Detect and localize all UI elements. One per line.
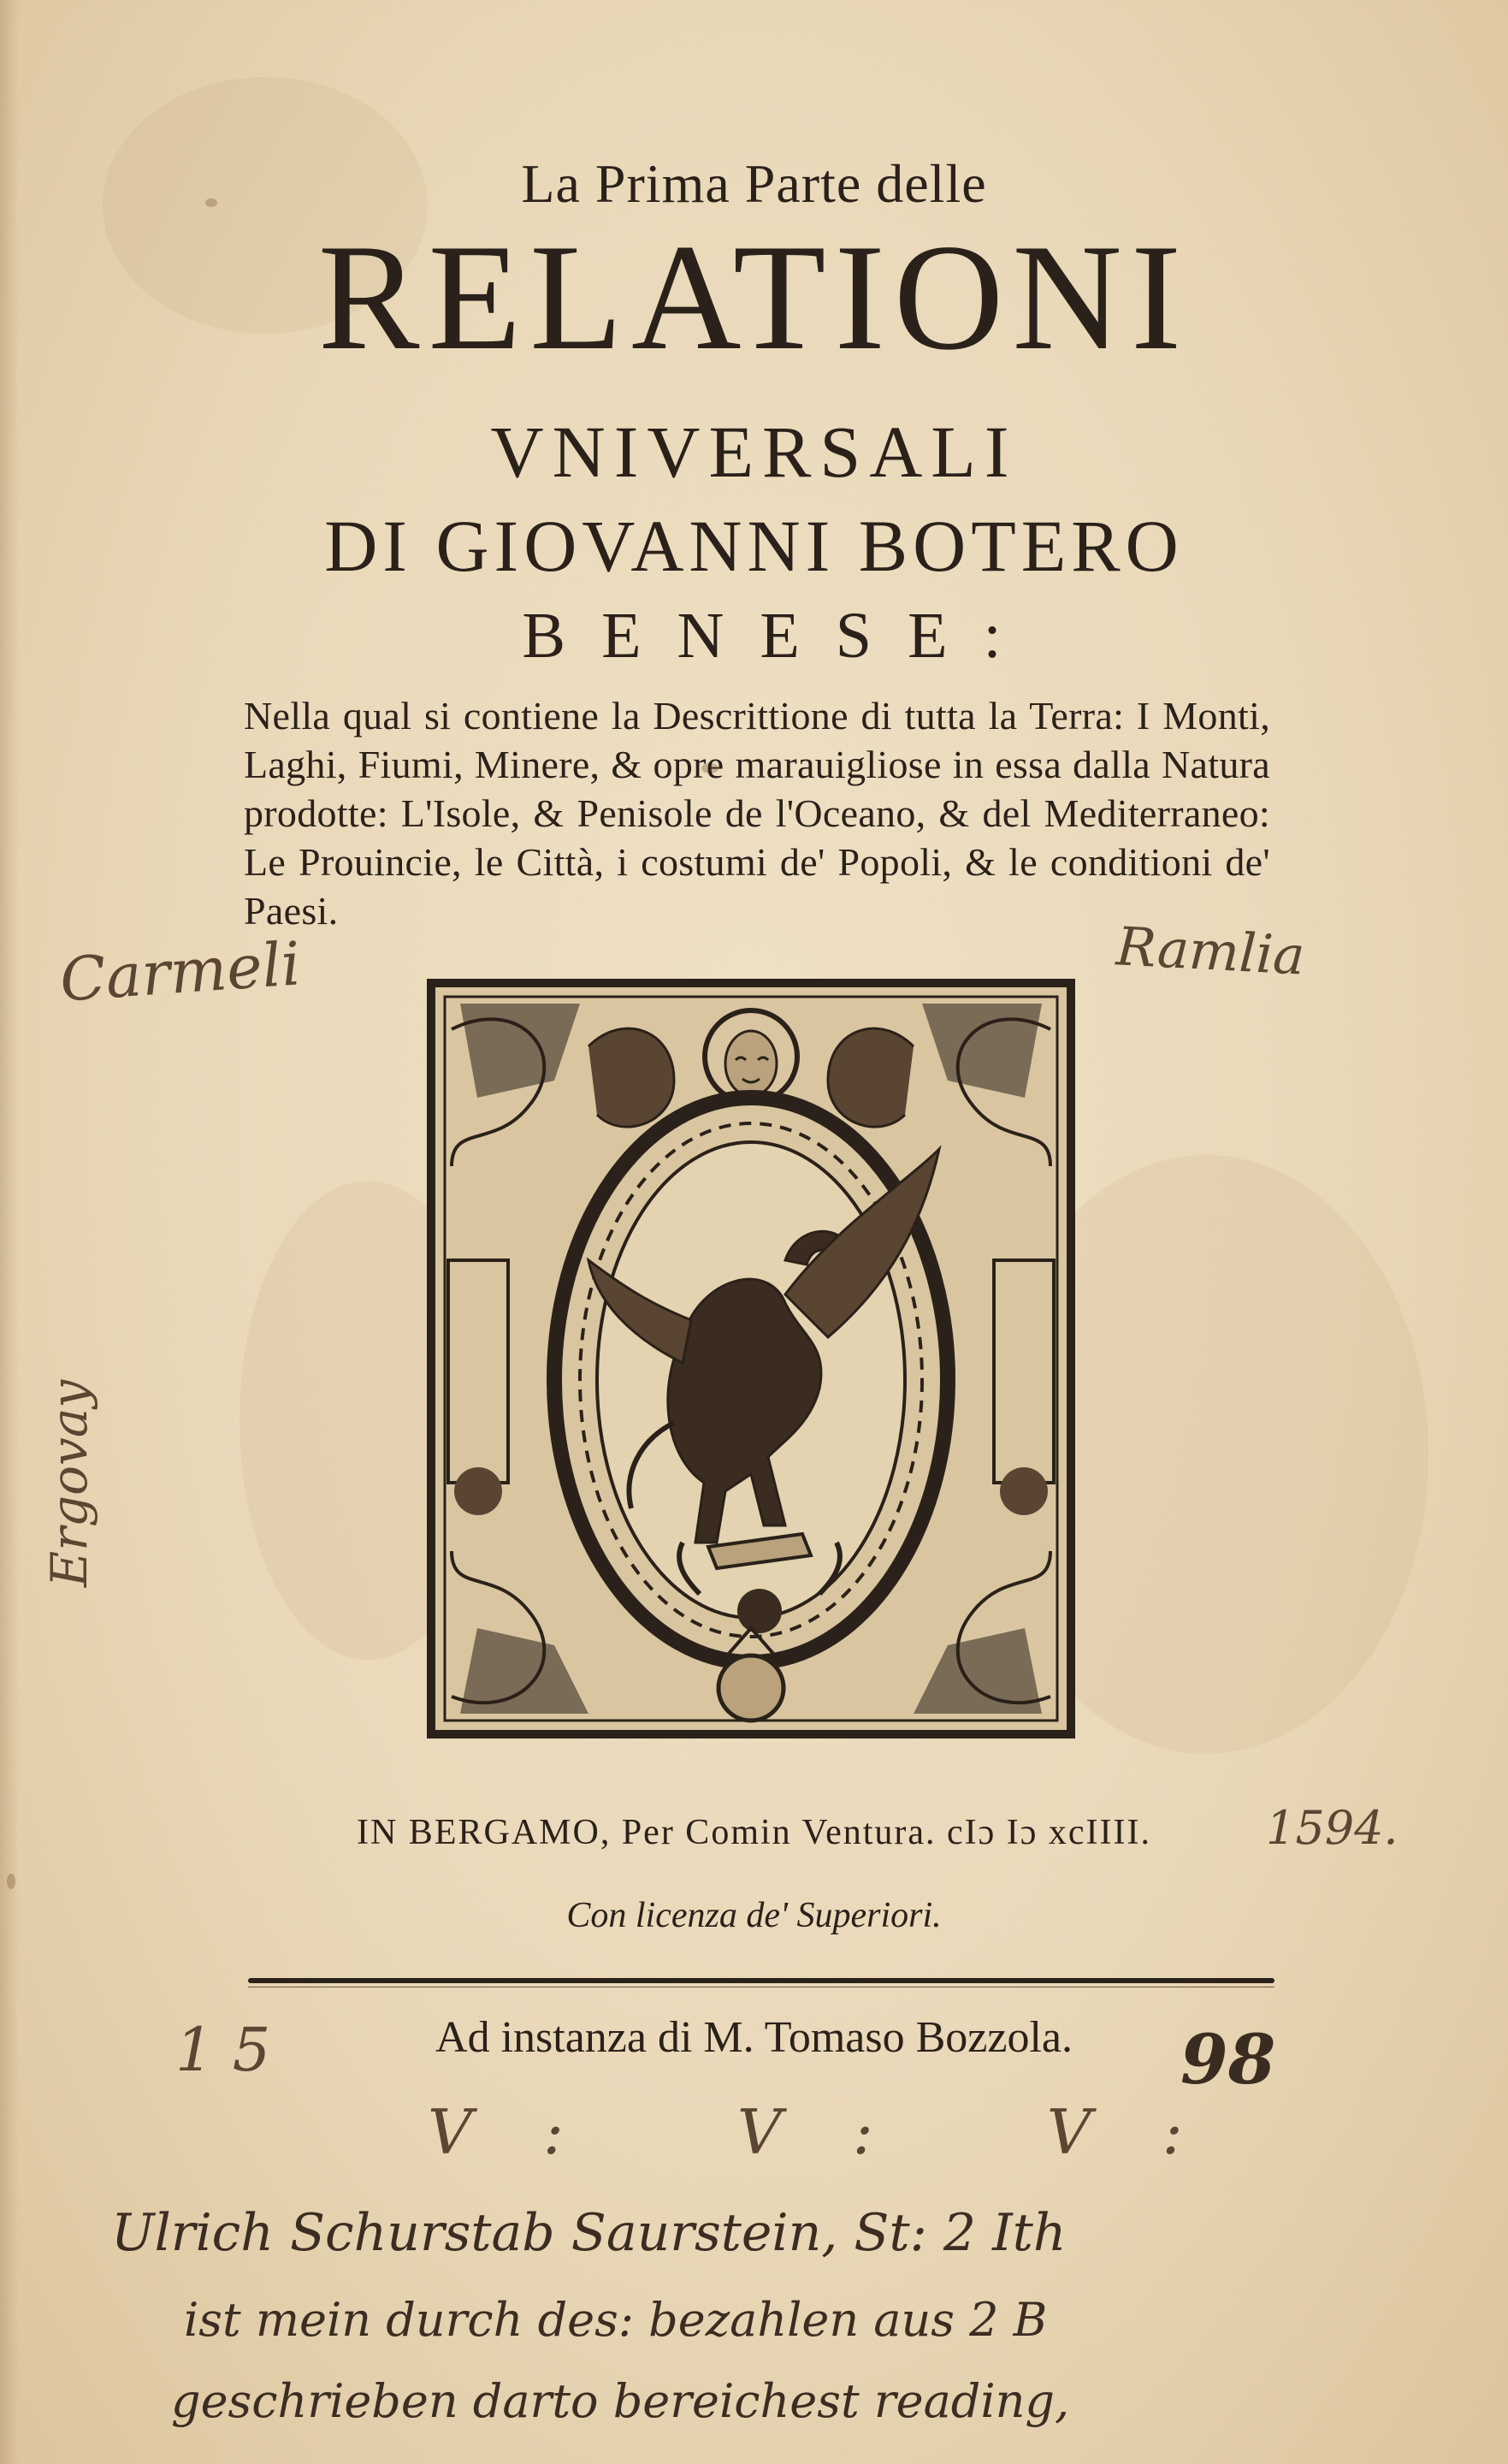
title-main: RELATIONI xyxy=(317,212,1191,382)
handwritten-number-right: 98 xyxy=(1180,2019,1276,2100)
title-line-1: La Prima Parte delle xyxy=(521,153,987,214)
handwritten-signature-left: Carmeli xyxy=(57,928,303,1016)
griffin-printer-device-icon xyxy=(426,978,1076,1739)
handwritten-number-left: 1 5 xyxy=(175,2015,271,2085)
handwritten-marks: V: V: V: xyxy=(428,2096,1260,2168)
divider-rule xyxy=(248,1978,1274,1983)
description-paragraph: Nella qual si contiene la Descrittione di tutta la Terra: I Monti, Laghi, Fiumi, Minere, & opre marauigliose in essa dalla Natura prodotte: L'Isole, & Penisole de l'Oceano, & del Mediterraneo: Le Prouincie, le Città, i costumi de' Popoli, & le conditioni de' Paesi. xyxy=(244,694,1270,933)
handwritten-year: 1594. xyxy=(1266,1801,1399,1855)
handwritten-inscription-line-1: Ulrich Schurstab Saurstein, St: 2 Ith xyxy=(111,2203,1067,2263)
handwritten-inscription-line-3: geschrieben darto bereichest reading, xyxy=(171,2374,1070,2428)
handwritten-inscription-line-2: ist mein durch des: bezahlen aus 2 B xyxy=(184,2293,1048,2347)
foxing-spot xyxy=(7,1874,15,1889)
sponsor-line: Ad instanza di M. Tomaso Bozzola. xyxy=(435,2013,1073,2062)
handwritten-signature-right: Ramlia xyxy=(1115,915,1307,987)
author-line: DI GIOVANNI BOTERO xyxy=(324,505,1184,587)
handwritten-side-note: Ergovay xyxy=(40,1379,99,1588)
author-origin: BENESE: xyxy=(522,600,1038,672)
imprint-line: IN BERGAMO, Per Comin Ventura. cIɔ Iɔ xcIIII. xyxy=(356,1813,1151,1852)
license-line: Con licenza de' Superiori. xyxy=(566,1896,942,1935)
title-line-3: VNIVERSALI xyxy=(490,411,1018,493)
